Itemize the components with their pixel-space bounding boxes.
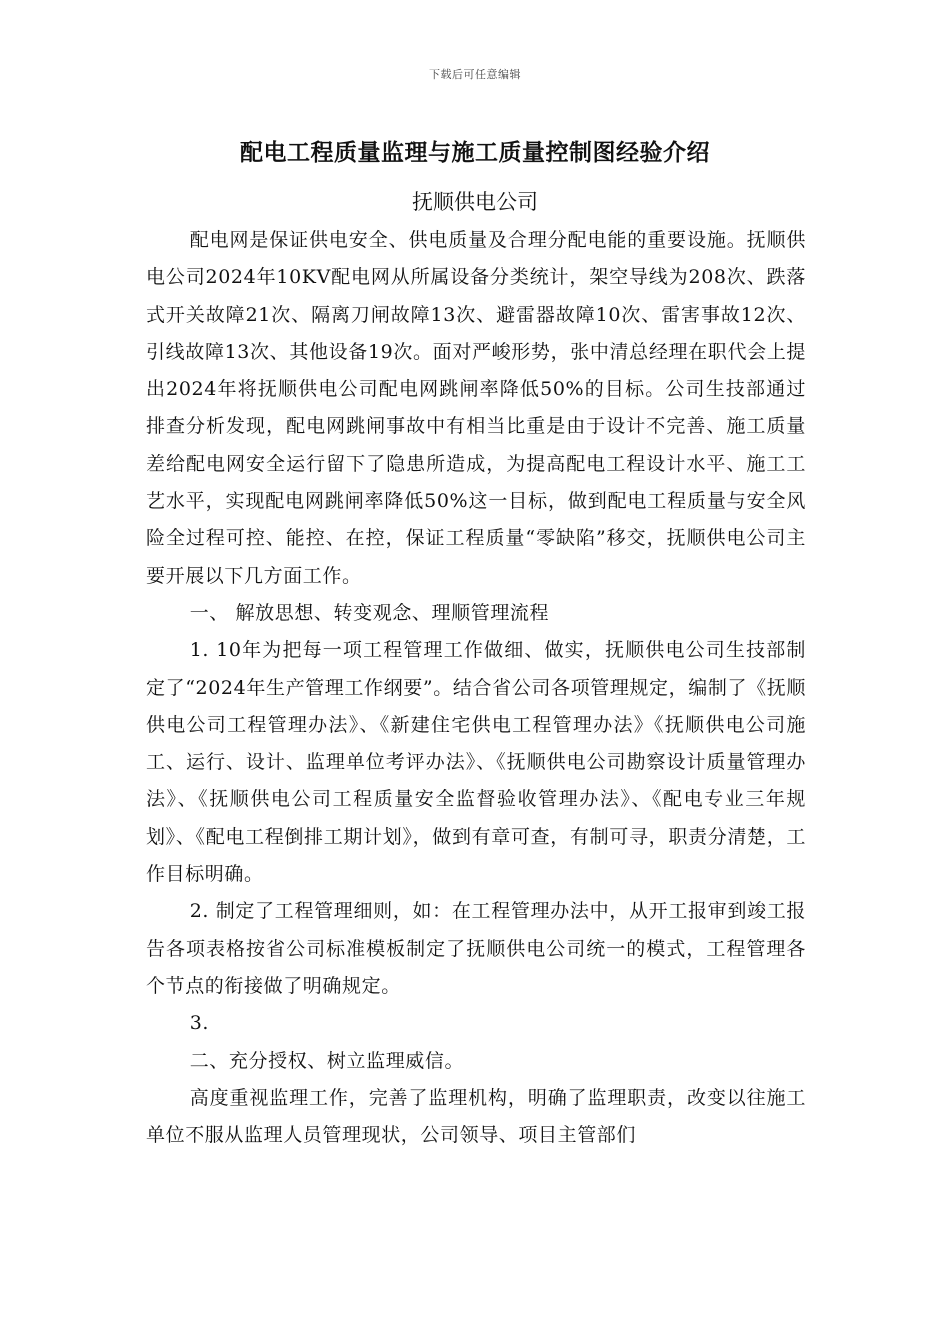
document-title: 配电工程质量监理与施工质量控制图经验介绍 bbox=[240, 140, 710, 166]
document-body bbox=[146, 222, 806, 1154]
paragraph-item-1: 1. 10年为把每一项工程管理工作做细、做实，抚顺供电公司生技部制定了“2024年生产管理工作纲要”。结合省公司各项管理规定，编制了《抚顺供电公司工程管理办法》、《新建住宅供电工程管理办法》《抚顺供电公司施工、运行、设计、监理单位考评办法》、《抚顺供电公司勘察设计质量管理办法》、《抚顺供电公司工程质量安全监督验收管理办法》、《配电专业三年规划》、《配电工程倒排工期计划》，做到有章可查，有制可寻，职责分清楚，工作目标明确。 bbox=[146, 639, 806, 886]
section-heading-2: 二、充分授权、树立监理威信。 bbox=[189, 1049, 465, 1072]
paragraph-intro: 配电网是保证供电安全、供电质量及合理分配电能的重要设施。抚顺供电公司2024年10KV配电网从所属设备分类统计，架空导线为208次、跌落式开关故障21次、隔离刀闸故障13次、避雷器故障10次、雷害事故12次、引线故障13次、其他设备19次。面对严峻形势，张中清总经理在职代会上提出2024年将抚顺供电公司配电网跳闸率降低50%的目标。公司生技部通过排查分析发现，配电网跳闸事故中有相当比重是由于设计不完善、施工质量差给配电网安全运行留下了隐患所造成，为提高配电工程设计水平、施工工艺水平，实现配电网跳闸率降低50%这一目标，做到配电工程质量与安全风险全过程可控、能控、在控，保证工程质量“零缺陷”移交，抚顺供电公司主要开展以下几方面工作。 bbox=[146, 229, 806, 587]
section-heading-1: 一、 解放思想、转变观念、理顺管理流程 bbox=[189, 601, 550, 624]
paragraph-item-2: 2. 制定了工程管理细则，如：在工程管理办法中，从开工报审到竣工报告各项表格按省公司标准模板制定了抚顺供电公司统一的模式，工程管理各个节点的衔接做了明确规定。 bbox=[146, 900, 806, 997]
paragraph-supervision: 高度重视监理工作，完善了监理机构，明确了监理职责，改变以往施工单位不服从监理人员管理现状，公司领导、项目主管部们 bbox=[146, 1086, 806, 1147]
paragraph-item-3: 3. bbox=[189, 1012, 210, 1035]
header-note: 下载后可任意编辑 bbox=[429, 68, 521, 81]
document-subtitle: 抚顺供电公司 bbox=[412, 190, 538, 214]
